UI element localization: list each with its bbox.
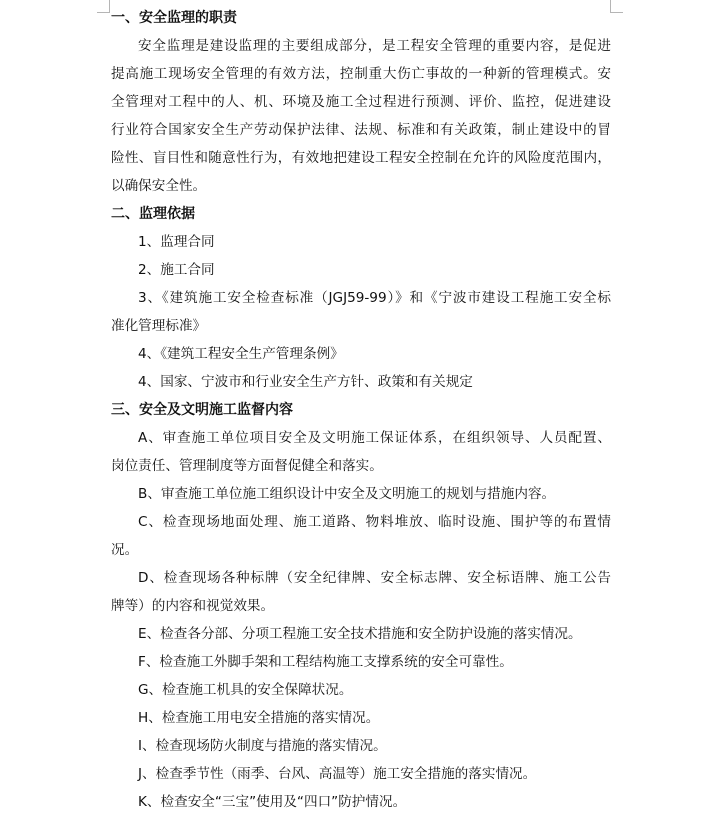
paragraph-line: 险性、盲目性和随意性行为，有效地把建设工程安全控制在允许的风险度范围内， (111, 150, 611, 166)
list-item: D、检查现场各种标牌（安全纪律牌、安全标志牌、安全标语牌、施工公告 (138, 570, 611, 586)
paragraph-line: 安全监理是建设监理的主要组成部分，是工程安全管理的重要内容，是促进 (138, 38, 611, 54)
list-item-continuation: 牌等）的内容和视觉效果。 (111, 598, 275, 614)
list-item: 1、监理合同 (138, 234, 215, 250)
list-item: A、审查施工单位项目安全及文明施工保证体系，在组织领导、人员配置、 (138, 430, 611, 446)
list-item: J、检查季节性（雨季、台风、高温等）施工安全措施的落实情况。 (138, 766, 537, 782)
list-item: G、检查施工机具的安全保障状况。 (138, 682, 353, 698)
list-item: C、检查现场地面处理、施工道路、物料堆放、临时设施、围护等的布置情 (138, 514, 611, 530)
list-item: 4、国家、宁波市和行业安全生产方针、政策和有关规定 (138, 374, 473, 390)
list-item: E、检查各分部、分项工程施工安全技术措施和安全防护设施的落实情况。 (138, 626, 582, 642)
list-item: 2、施工合同 (138, 262, 215, 278)
list-item: I、检查现场防火制度与措施的落实情况。 (138, 738, 387, 754)
page-corner-mark-left (97, 0, 110, 13)
list-item-continuation: 况。 (111, 542, 139, 558)
list-item: K、检查安全“三宝”使用及“四口”防护情况。 (138, 794, 407, 810)
list-item: F、检查施工外脚手架和工程结构施工支撑系统的安全可靠性。 (138, 654, 513, 670)
paragraph-line: 以确保安全性。 (111, 178, 207, 194)
section-heading-basis: 二、监理依据 (111, 206, 195, 222)
paragraph-line: 提高施工现场安全管理的有效方法，控制重大伤亡事故的一种新的管理模式。安 (111, 66, 611, 82)
section-heading-supervision: 三、安全及文明施工监督内容 (111, 402, 293, 418)
section-heading-duties: 一、安全监理的职责 (111, 10, 237, 26)
paragraph-line: 行业符合国家安全生产劳动保护法律、法规、标准和有关政策，制止建设中的冒 (111, 122, 611, 138)
list-item: B、审查施工单位施工组织设计中安全及文明施工的规划与措施内容。 (138, 486, 556, 502)
list-item: 4、《建筑工程安全生产管理条例》 (138, 346, 344, 362)
list-item-continuation: 岗位责任、管理制度等方面督促健全和落实。 (111, 458, 383, 474)
list-item: H、检查施工用电安全措施的落实情况。 (138, 710, 380, 726)
paragraph-line: 全管理对工程中的人、机、环境及施工全过程进行预测、评价、监控，促进建设 (111, 94, 611, 110)
list-item: 3、《建筑施工安全检查标准（JGJ59-99）》和《宁波市建设工程施工安全标 (138, 290, 611, 306)
page-corner-mark-right (610, 0, 623, 13)
list-item-continuation: 准化管理标准》 (111, 318, 207, 334)
